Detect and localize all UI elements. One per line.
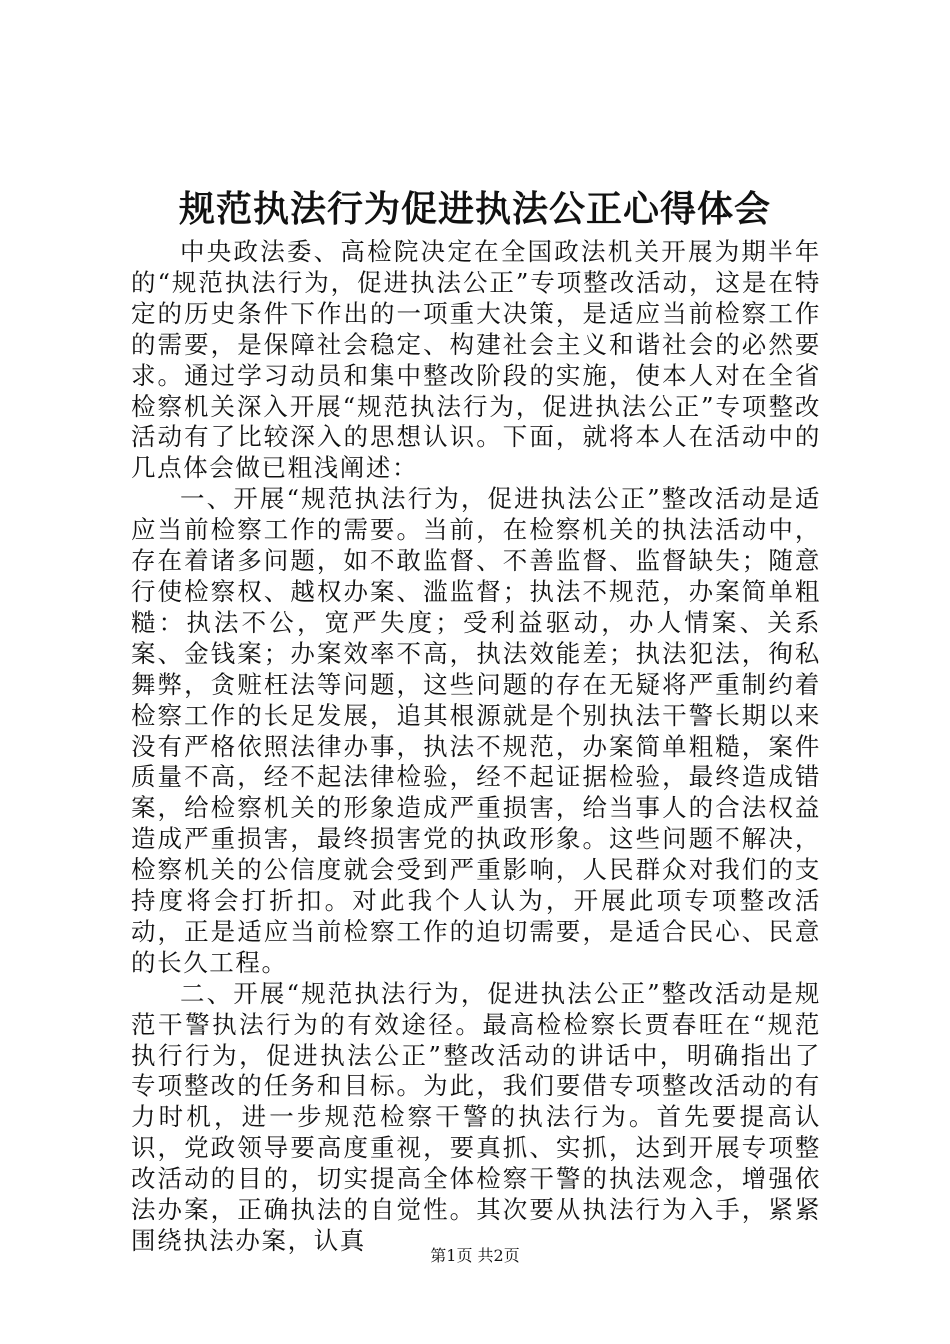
document-body — [131, 237, 821, 1257]
paragraph-point-two: 二、开展“规范执法行为，促进执法公正”整改活动是规范干警执法行为的有效途径。最高检检察长贾春旺在“规范执行行为，促进执法公正”整改活动的讲话中，明确指出了专项整改的任务和目标。为此，我们要借专项整改活动的有力时机，进一步规范检察干警的执法行为。首先要提高认识，党政领导要高度重视，要真抓、实抓，达到开展专项整改活动的目的，切实提高全体检察干警的执法观念，增强依法办案，正确执法的自觉性。其次要从执法行为入手，紧紧围绕执法办案，认真 — [131, 978, 821, 1255]
paragraph-intro: 中央政法委、高检院决定在全国政法机关开展为期半年的“规范执法行为，促进执法公正”专项整改活动，这是在特定的历史条件下作出的一项重大决策，是适应当前检察工作的需要，是保障社会稳定、构建社会主义和谐社会的必然要求。通过学习动员和集中整改阶段的实施，使本人对在全省检察机关深入开展“规范执法行为，促进执法公正”专项整改活动有了比较深入的思想认识。下面，就将本人在活动中的几点体会做已粗浅阐述： — [131, 237, 821, 483]
document-title: 规范执法行为促进执法公正心得体会 — [178, 188, 771, 230]
page-number-footer: 第1页 共2页 — [430, 1246, 520, 1265]
paragraph-point-one: 一、开展“规范执法行为，促进执法公正”整改活动是适应当前检察工作的需要。当前，在检察机关的执法活动中，存在着诸多问题，如不敢监督、不善监督、监督缺失；随意行使检察权、越权办案、滥监督；执法不规范，办案简单粗糙：执法不公，宽严失度；受利益驱动，办人情案、关系案、金钱案；办案效率不高，执法效能差；执法犯法，徇私舞弊，贪赃枉法等问题，这些问题的存在无疑将严重制约着检察工作的长足发展，追其根源就是个别执法干警长期以来没有严格依照法律办事，执法不规范，办案简单粗糙，案件质量不高，经不起法律检验，经不起证据检验，最终造成错案，给检察机关的形象造成严重损害，给当事人的合法权益造成严重损害，最终损害党的执政形象。这些问题不解决，检察机关的公信度就会受到严重影响，人民群众对我们的支持度将会打折扣。对此我个人认为，开展此项专项整改活动，正是适应当前检察工作的迫切需要，是适合民心、民意的长久工程。 — [131, 484, 821, 977]
